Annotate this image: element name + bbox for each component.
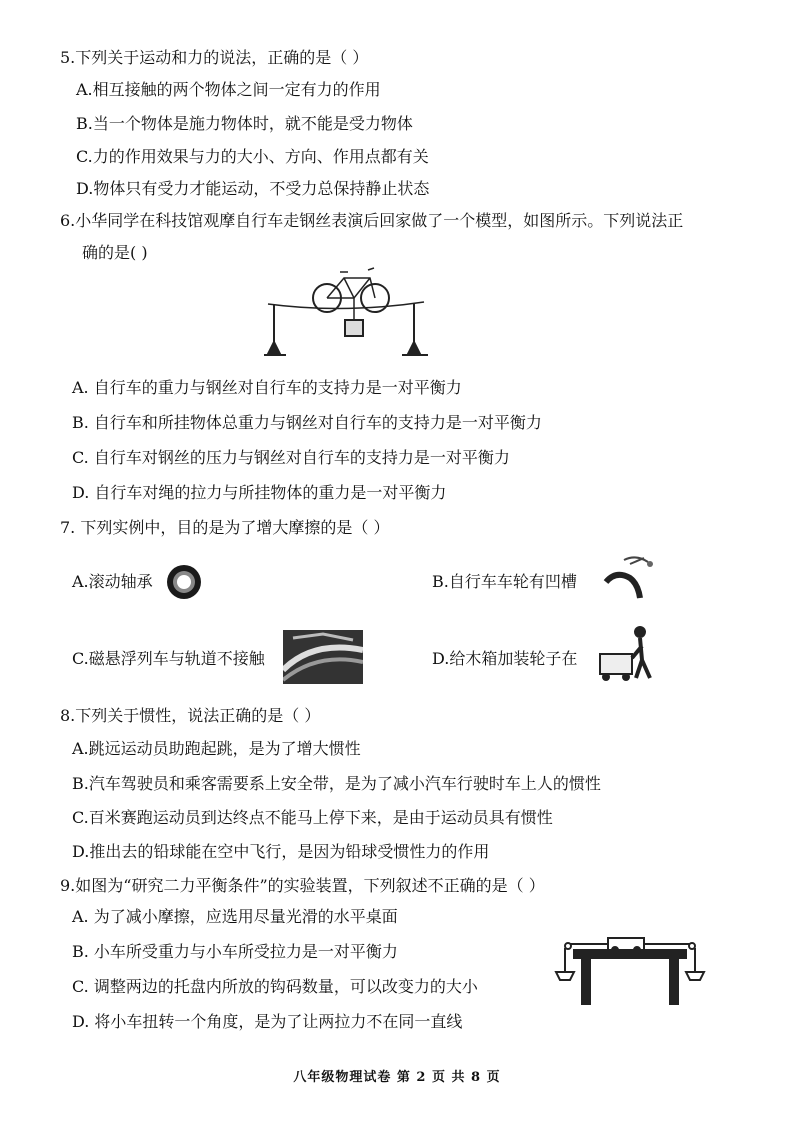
- q6-option-c: C. 自行车对钢丝的压力与钢丝对自行车的支持力是一对平衡力: [72, 448, 510, 467]
- q6-stem-continued: 确的是( ): [82, 243, 148, 262]
- q7-stem: 7. 下列实例中，目的是为了增大摩擦的是（ ）: [60, 518, 390, 537]
- q6-option-b: B. 自行车和所挂物体总重力与钢丝对自行车的支持力是一对平衡力: [72, 413, 542, 432]
- q9-stem: 9.如图为“研究二力平衡条件”的实验装置，下列叙述不正确的是（ ）: [60, 876, 545, 895]
- q6-option-d: D. 自行车对绳的拉力与所挂物体的重力是一对平衡力: [72, 483, 447, 502]
- two-force-balance-apparatus-figure: [552, 930, 712, 1010]
- q8-option-d: D.推出去的铅球能在空中飞行，是因为铅球受惯性力的作用: [72, 842, 490, 861]
- q5-option-a: A.相互接触的两个物体之间一定有力的作用: [76, 80, 381, 99]
- q8-option-c: C.百米赛跑运动员到达终点不能马上停下来，是由于运动员具有惯性: [72, 808, 553, 827]
- q5-option-d: D.物体只有受力才能运动，不受力总保持静止状态: [76, 179, 430, 198]
- q6-option-a: A. 自行车的重力与钢丝对自行车的支持力是一对平衡力: [72, 378, 462, 397]
- q9-option-d: D. 将小车扭转一个角度，是为了让两拉力不在同一直线: [72, 1012, 463, 1031]
- page-footer: 八年级物理试卷 第 2 页 共 8 页: [293, 1070, 501, 1085]
- rolling-bearing-image: [162, 562, 206, 602]
- maglev-train-image: [283, 630, 363, 684]
- q5-option-c: C.力的作用效果与力的大小、方向、作用点都有关: [76, 147, 429, 166]
- q7-option-b: B.自行车车轮有凹槽: [432, 572, 577, 591]
- q7-option-c: C.磁悬浮列车与轨道不接触: [72, 649, 265, 668]
- wooden-box-wheels-image: [596, 624, 660, 682]
- q7-option-d: D.给木箱加装轮子在: [432, 649, 578, 668]
- q7-option-a: A.滚动轴承: [72, 572, 153, 591]
- q5-stem: 5.下列关于运动和力的说法，正确的是（ ）: [60, 48, 369, 67]
- q9-option-b: B. 小车所受重力与小车所受拉力是一对平衡力: [72, 942, 398, 961]
- q5-option-b: B.当一个物体是施力物体时，就不能是受力物体: [76, 114, 413, 133]
- q9-option-c: C. 调整两边的托盘内所放的钩码数量，可以改变力的大小: [72, 977, 478, 996]
- bicycle-tire-image: [596, 552, 658, 604]
- q6-stem: 6.小华同学在科技馆观摩自行车走钢丝表演后回家做了一个模型，如图所示。下列说法正: [60, 211, 684, 230]
- bicycle-tightrope-figure: [262, 262, 442, 362]
- q9-option-a: A. 为了减小摩擦，应选用尽量光滑的水平桌面: [72, 907, 398, 926]
- q8-option-b: B.汽车驾驶员和乘客需要系上安全带，是为了减小汽车行驶时车上人的惯性: [72, 774, 601, 793]
- q8-stem: 8.下列关于惯性，说法正确的是（ ）: [60, 706, 321, 725]
- q8-option-a: A.跳远运动员助跑起跳，是为了增大惯性: [72, 739, 361, 758]
